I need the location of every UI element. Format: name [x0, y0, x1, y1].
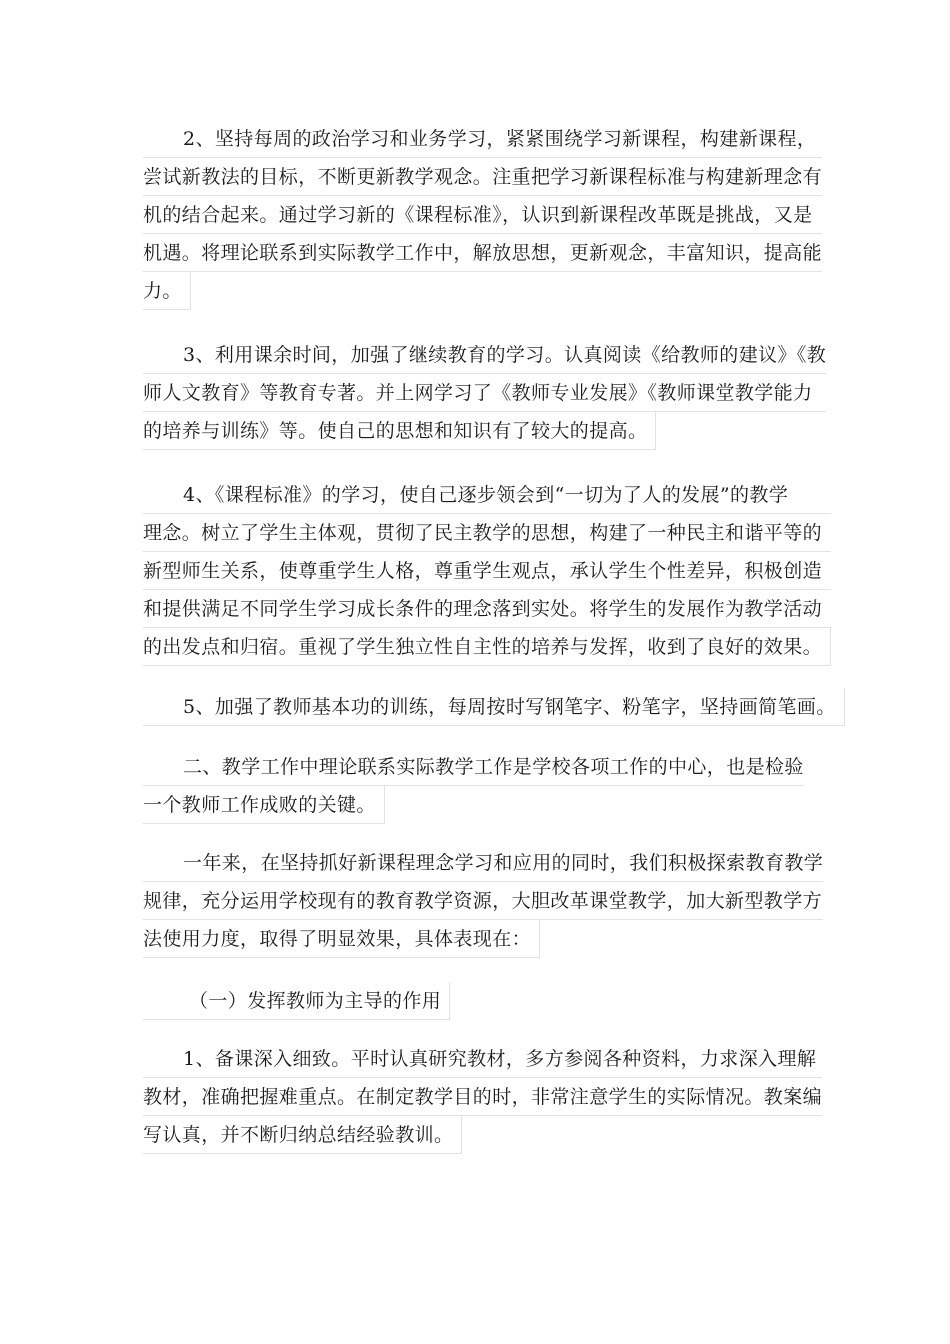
paragraph-lesson-preparation [143, 1040, 822, 1167]
paragraph-section-2-heading [143, 748, 804, 837]
paragraph-study-item-3 [143, 336, 826, 463]
text-line: 5、加强了教师基本功的训练，每周按时写钢笔字、粉笔字，坚持画简笔画。 [143, 688, 845, 726]
text-line: 二、教学工作中理论联系实际教学工作是学校各项工作的中心，也是检验 [143, 748, 804, 786]
text-line: 4、《课程标准》的学习，使自己逐步领会到“一切为了人的发展”的教学 [143, 476, 831, 514]
text-line: 3、利用课余时间，加强了继续教育的学习。认真阅读《给教师的建议》《教 [143, 336, 826, 374]
paragraph-study-item-4 [143, 476, 831, 679]
text-line: 2、坚持每周的政治学习和业务学习，紧紧围绕学习新课程，构建新课程， [143, 120, 822, 158]
text-line: 一个教师工作成败的关键。 [143, 786, 385, 824]
text-line: 写认真，并不断归纳总结经验教训。 [143, 1116, 462, 1154]
text-line: 机遇。将理论联系到实际教学工作中，解放思想，更新观念，丰富知识，提高能 [143, 234, 822, 272]
text-line: 1、备课深入细致。平时认真研究教材，多方参阅各种资料，力求深入理解 [143, 1040, 822, 1078]
paragraph-study-item-2 [143, 120, 822, 323]
text-line: 和提供满足不同学生学习成长条件的理念落到实处。将学生的发展作为教学活动 [143, 590, 831, 628]
text-line: （一）发挥教师为主导的作用 [143, 982, 450, 1020]
paragraph-subheading-teacher-role [143, 982, 450, 1033]
text-line: 力。 [143, 272, 191, 310]
text-line: 教材，准确把握难重点。在制定教学目的时，非常注意学生的实际情况。教案编 [143, 1078, 822, 1116]
text-line: 尝试新教法的目标，不断更新教学观念。注重把学习新课程标准与构建新理念有 [143, 158, 822, 196]
text-line: 一年来，在坚持抓好新课程理念学习和应用的同时，我们积极探索教育教学 [143, 844, 823, 882]
text-line: 法使用力度，取得了明显效果，具体表现在： [143, 920, 540, 958]
text-line: 规律，充分运用学校现有的教育教学资源，大胆改革课堂教学，加大新型教学方 [143, 882, 823, 920]
text-line: 新型师生关系，使尊重学生人格，尊重学生观点，承认学生个性差异，积极创造 [143, 552, 831, 590]
text-line: 师人文教育》等教育专著。并上网学习了《教师专业发展》《教师课堂教学能力 [143, 374, 826, 412]
text-line: 机的结合起来。通过学习新的《课程标准》，认识到新课程改革既是挑战，又是 [143, 196, 822, 234]
paragraph-year-review [143, 844, 823, 971]
text-line: 的出发点和归宿。重视了学生独立性自主性的培养与发挥，收到了良好的效果。 [143, 628, 831, 666]
text-line: 理念。树立了学生主体观，贯彻了民主教学的思想，构建了一种民主和谐平等的 [143, 514, 831, 552]
paragraph-study-item-5 [143, 688, 845, 739]
text-line: 的培养与训练》等。使自己的思想和知识有了较大的提高。 [143, 412, 656, 450]
